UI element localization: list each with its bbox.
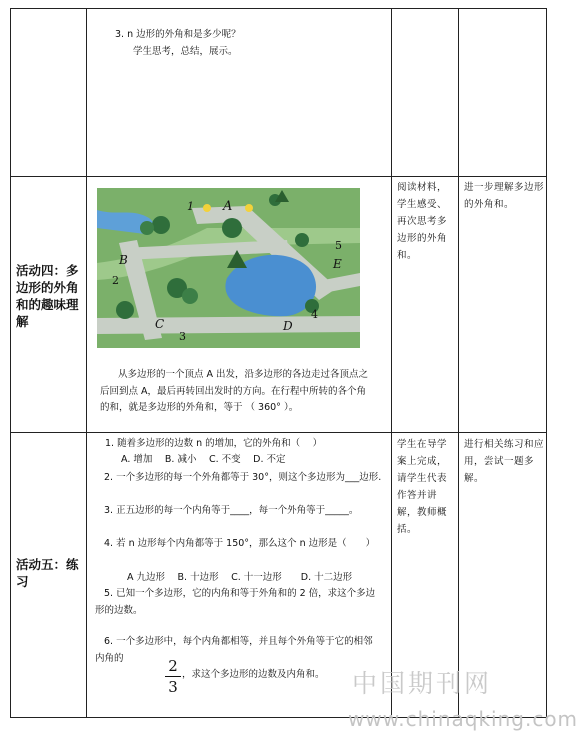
design-purpose-text: 进一步理解多边形的外角和。	[464, 182, 545, 210]
fraction-denominator: 3	[168, 678, 178, 696]
map-label-4: 4	[311, 308, 318, 321]
map-label-2: 2	[112, 274, 119, 287]
map-label-a: A	[223, 199, 233, 214]
route-map-illustration	[97, 188, 360, 348]
map-label-d: D	[283, 319, 293, 333]
map-label-5: 5	[335, 239, 342, 252]
map-label-e: E	[333, 257, 342, 271]
exercise-6-tail: ，求这个多边形的边数及内角和。	[182, 669, 325, 680]
column-divider	[86, 8, 87, 718]
row-divider	[10, 176, 547, 177]
activity-title: 活动四：多边形的外角和的趣味理解	[16, 263, 79, 329]
exercise-1-options: A. 增加 B. 减小 C. 不变 D. 不定	[121, 454, 286, 465]
watermark-cn: 中国期刊网	[352, 669, 493, 698]
student-note: 学生思考，总结，展示。	[133, 46, 238, 57]
student-activity-text: 阅读材料，学生感受、再次思考多边形的外角和。	[397, 182, 448, 261]
exercise-4-options: A 九边形 B. 十边形 C. 十一边形 D. 十二边形	[127, 572, 353, 583]
map-label-1: 1	[187, 200, 194, 213]
fraction-two-thirds	[165, 657, 181, 696]
row-divider	[10, 432, 547, 433]
map-label-3: 3	[179, 330, 186, 343]
column-divider	[10, 8, 11, 718]
exercise-1: 1. 随着多边形的边数 n 的增加，它的外角和（ ）	[105, 438, 323, 449]
column-divider	[391, 8, 392, 718]
map-label-b: B	[119, 253, 128, 267]
exercise-5: 5. 已知一个多边形，它的内角和等于外角和的 2 倍，求这个多边形的边数。	[95, 588, 376, 616]
exercise-4: 4. 若 n 边形每个内角都等于 150°，那么这个 n 边形是（ ）	[104, 538, 376, 549]
fraction-numerator: 2	[168, 657, 178, 675]
activity-title: 活动五：练习	[16, 557, 79, 589]
column-divider	[546, 8, 547, 718]
fraction-bar	[165, 676, 181, 677]
exercise-3: 3. 正五边形的每一个内角等于____，每一个外角等于_____。	[104, 505, 359, 516]
exercise-6: 6. 一个多边形中，每个内角都相等，并且每个外角等于它的相邻内角的	[95, 636, 373, 664]
design-purpose-text: 进行相关练习和应用，尝试一题多解。	[464, 439, 545, 484]
question-text: 3. n 边形的外角和是多少呢？	[115, 29, 241, 40]
exercise-2: 2. 一个多边形的每一个外角都等于 30°，则这个多边形为___边形.	[104, 472, 382, 483]
table-top-border	[10, 8, 547, 9]
watermark-url: www.chinaqking.com	[348, 707, 579, 731]
student-activity-text: 学生在导学案上完成，请学生代表作答并讲解，教师概括。	[397, 439, 448, 535]
activity-description: 从多边形的一个顶点 A 出发，沿多边形的各边走过各顶点之后回到点 A，最后再转回出发时的方向。在行程中所转的各个角的和，就是多边形的外角和，等于 （ 360° ）。	[100, 369, 369, 413]
column-divider	[458, 8, 459, 718]
map-label-c: C	[155, 317, 165, 331]
